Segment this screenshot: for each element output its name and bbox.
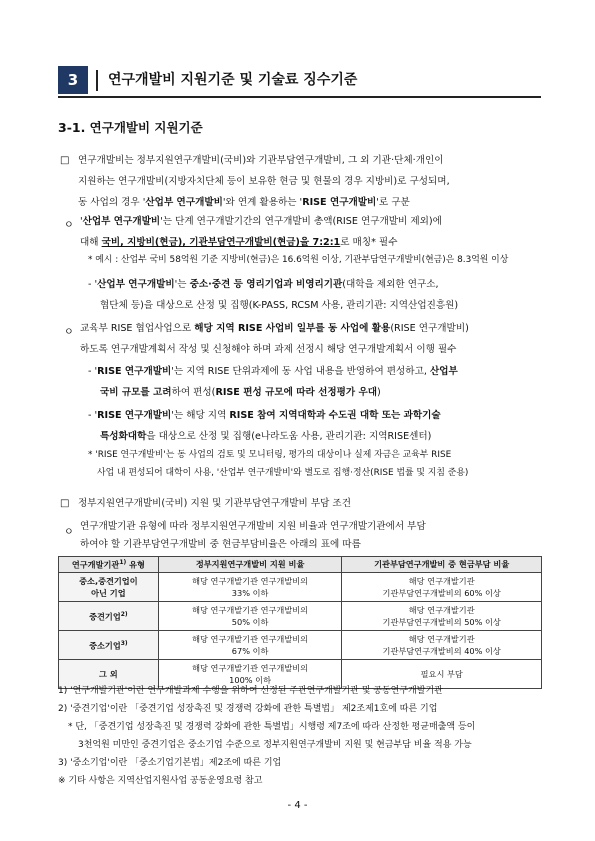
footnote-3: 3) '중소기업'이란 「중소기업기본법」제2조에 따른 기업 [58, 758, 282, 768]
cell-type: 중소기업$^{3)}$ [59, 631, 159, 660]
square-bullet: □ [60, 155, 70, 166]
block1-paragraph [78, 150, 450, 213]
cell-cash: 해당 연구개발기관 기관부담연구개발비의 50% 이상 [342, 602, 542, 631]
section-header [58, 66, 541, 98]
item2-note-line2: 사업 내 편성되어 대학이 사용, '산업부 연구개발비'와 별도로 집행·정산(RISE 법률 및 지침 준용) [97, 468, 469, 478]
item2-sub1-line1: - 'RISE 연구개발비'는 지역 RISE 단위과제에 동 사업 내용을 반영하여 편성하고, 산업부 [88, 366, 458, 377]
cell-cash: 해당 연구개발기관 기관부담연구개발비의 60% 이상 [342, 573, 542, 602]
cell-gov: 해당 연구개발기관 연구개발비의 67% 이하 [158, 631, 342, 660]
item1-sub-line2: 협단체 등)을 대상으로 산정 및 집행(K-PASS, RCSM 사용, 관리기관: 지역산업진흥원) [100, 300, 459, 311]
cell-cash: 해당 연구개발기관 기관부담연구개발비의 40% 이상 [342, 631, 542, 660]
cell-type: 중소,중견기업이 아닌 기업 [59, 573, 159, 602]
ratio-table [58, 556, 542, 689]
block2-title: 정부지원연구개발비(국비) 지원 및 기관부담연구개발비 부담 조건 [78, 498, 351, 509]
item2-sub1-line2: 국비 규모를 고려하여 편성(RISE 편성 규모에 따라 선정평가 우대) [100, 387, 381, 398]
block2-item-line1: 연구개발기관 유형에 따라 정부지원연구개발비 지원 비율과 연구개발기관에서 부담 [80, 521, 426, 532]
block1-line2: 지원하는 연구개발비(지방자치단체 등이 보유한 현금 및 현물의 경우 지방비)로 구성되며, [78, 176, 450, 187]
item1-line2: 대해 국비, 지방비(현금), 기관부담연구개발비(현금)을 7:2:1로 매칭* 필수 [80, 237, 398, 248]
section-title: 연구개발비 지원기준 및 기술료 징수기준 [108, 72, 358, 88]
footnote-2: 2) '중견기업'이란 「중견기업 성장촉진 및 경쟁력 강화에 관한 특별법」 제2조제1호에 따른 기업 [58, 704, 438, 714]
cell-type: 중견기업$^{2)}$ [59, 602, 159, 631]
section-divider [96, 70, 98, 91]
item1-sub-line1: - '산업부 연구개발비'는 중소·중견 등 영리기업과 비영리기관(대학을 제외한 연구소, [88, 279, 439, 290]
section-number: 3 [58, 66, 88, 94]
cell-gov: 해당 연구개발기관 연구개발비의 100% 이하 [158, 660, 342, 689]
item2-note-line1: * 'RISE 연구개발비'는 동 사업의 검토 및 모니터링, 평가의 대상이나 실제 자금은 교육부 RISE [88, 450, 452, 460]
item1-paragraph [80, 211, 442, 253]
block2-item [80, 518, 426, 554]
cell-gov: 해당 연구개발기관 연구개발비의 50% 이하 [158, 602, 342, 631]
table-header-row [59, 557, 542, 573]
circle-bullet: ㅇ [64, 327, 74, 338]
item1-note: * 예시 : 산업부 국비 58억원 기준 지방비(현금)은 16.6억원 이상, 기관부담연구개발비(현금)은 8.3억원 이상 [88, 255, 509, 265]
circle-bullet: ㅇ [64, 220, 74, 231]
subsection-title: 3-1. 연구개발비 지원기준 [58, 120, 203, 135]
item1-subitem [88, 274, 458, 316]
header-gov-ratio: 정부지원연구개발비 지원 비율 [158, 557, 342, 573]
item2-sub2-line1: - 'RISE 연구개발비'는 해당 지역 RISE 참여 지역대학과 수도권 대학 또는 과학기술 [88, 410, 441, 421]
table-row [59, 631, 542, 660]
item1-line1: '산업부 연구개발비'는 단계 연구개발기간의 연구개발비 총액(RISE 연구개발비 제외)에 [80, 216, 442, 227]
item2-sub2-line2: 특성화대학을 대상으로 산정 및 집행(e나라도움 사용, 관리기관: 지역RISE센터) [100, 431, 432, 442]
header-type: 연구개발기관$^{1)}$ 유형 [59, 557, 159, 573]
footnote-2-note-line2: 3천억원 미만인 중견기업은 중소기업 수준으로 정부지원연구개발비 지원 및 현금부담 비율 적용 가능 [78, 740, 472, 750]
cell-cash: 필요시 부담 [342, 660, 542, 689]
footnote-2-note-line1: * 단, 「중견기업 성장촉진 및 경쟁력 강화에 관한 특별법」시행령 제7조에 따라 산정한 평균매출액 등이 [68, 722, 476, 732]
item2-subitem1 [88, 361, 458, 403]
circle-bullet: ㅇ [64, 527, 74, 538]
page-number: - 4 - [287, 800, 308, 811]
block1-line1: 연구개발비는 정부지원연구개발비(국비)와 기관부담연구개발비, 그 외 기관·단체·개인이 [78, 155, 444, 166]
block1-line3: 동 사업의 경우 '산업부 연구개발비'와 연계 활용하는 'RISE 연구개발비'로 구분 [78, 197, 410, 208]
item2-note [88, 446, 468, 482]
table-row [59, 573, 542, 602]
table-row [59, 602, 542, 631]
block2-item-line2: 하여야 할 기관부담연구개발비 중 현금부담비율은 아래의 표에 따름 [80, 539, 361, 550]
footnote-4: ※ 기타 사항은 지역산업지원사업 공동운영요령 참고 [58, 776, 263, 786]
square-bullet: □ [60, 498, 70, 509]
footnote-1: 1) '연구개발기관'이란 연구개발과제 수행을 위하여 선정된 주관연구개발기관 및 공동연구개발기관 [58, 686, 443, 696]
item2-line2: 하도록 연구개발계획서 작성 및 신청해야 하며 과제 선정시 해당 연구개발계획서 이행 필수 [80, 344, 457, 355]
cell-gov: 해당 연구개발기관 연구개발비의 33% 이하 [158, 573, 342, 602]
item2-paragraph [80, 318, 469, 360]
item2-line1: 교육부 RISE 협업사업으로 해당 지역 RISE 사업비 일부를 동 사업에 활용(RISE 연구개발비) [80, 323, 469, 334]
item2-subitem2 [88, 405, 441, 447]
cell-type: 그 외 [59, 660, 159, 689]
header-cash-ratio: 기관부담연구개발비 중 현금부담 비율 [342, 557, 542, 573]
